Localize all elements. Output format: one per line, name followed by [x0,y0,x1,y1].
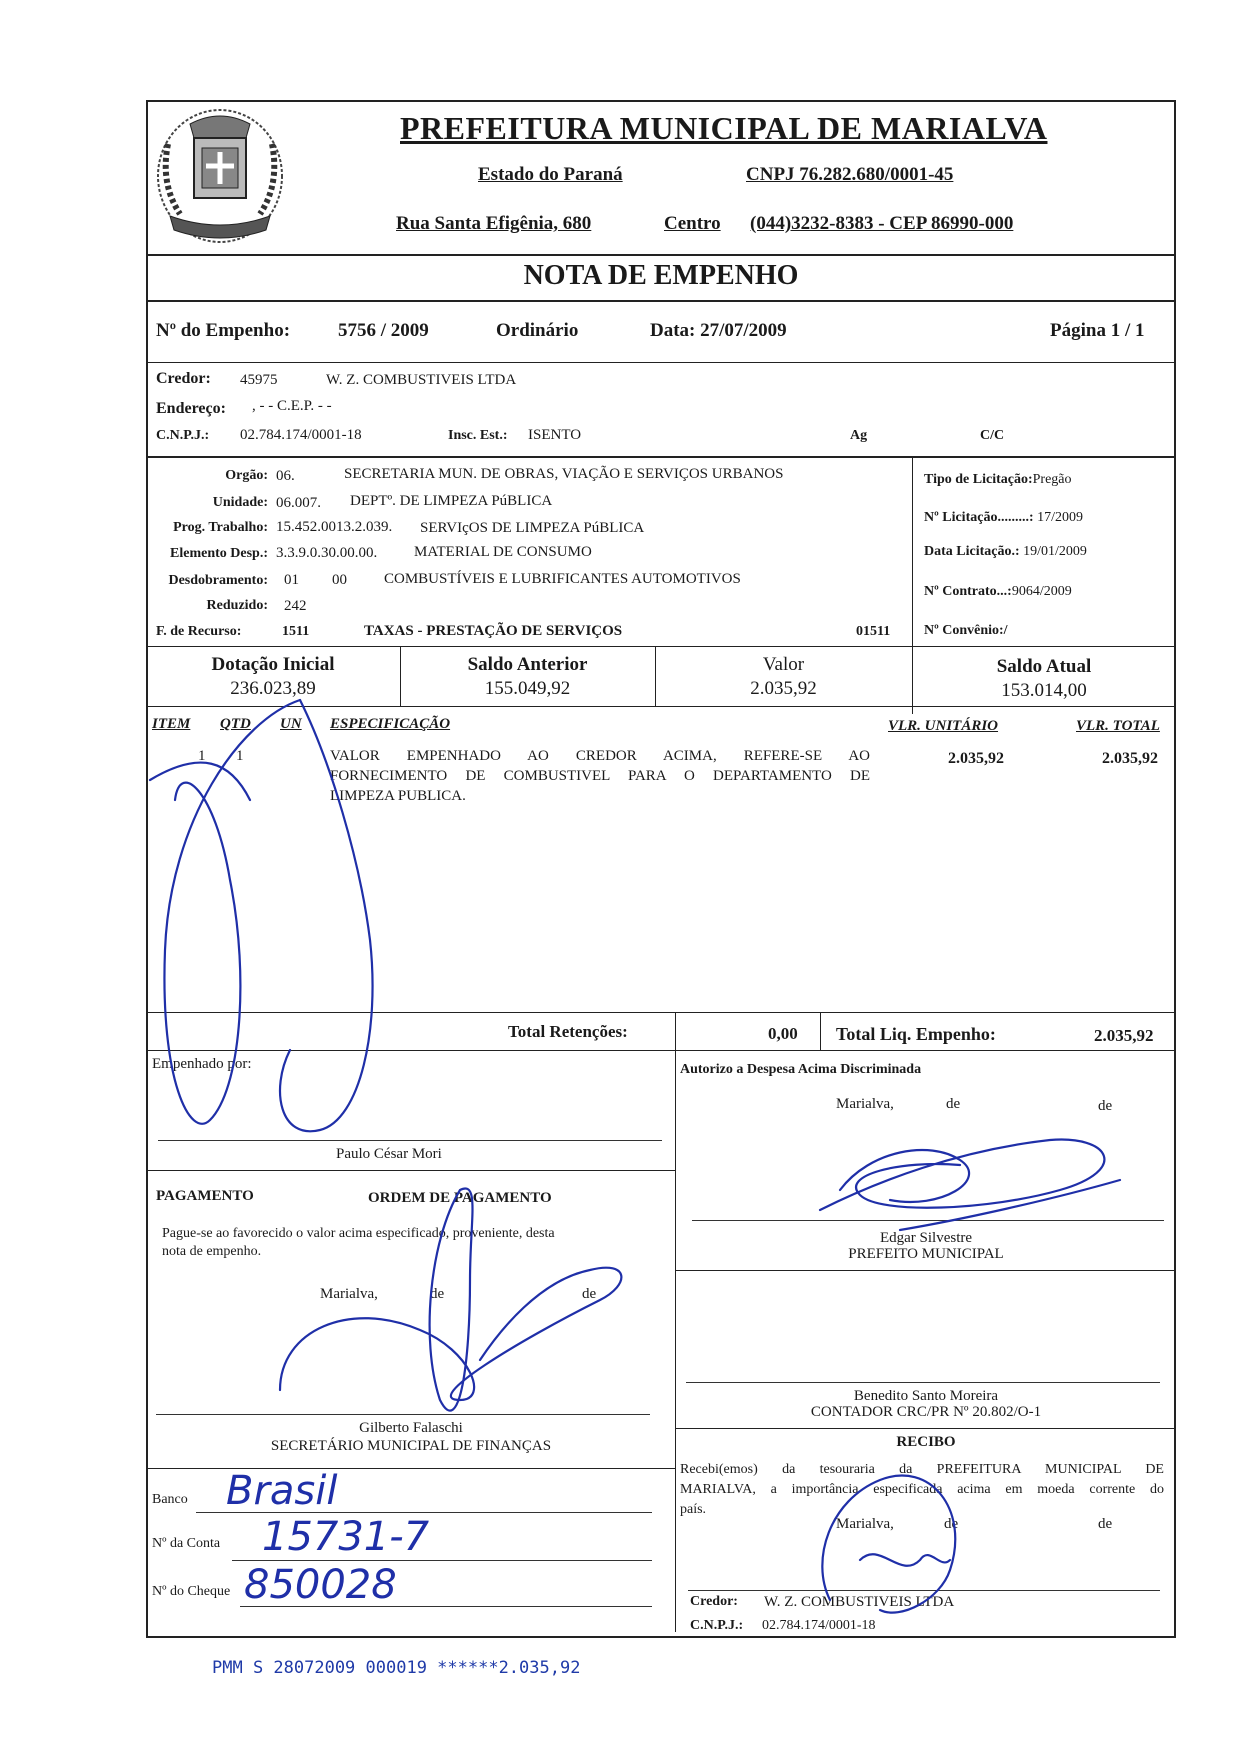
saldo-atual-value: 153.014,00 [1001,680,1087,701]
col-header-vlr-unitario: VLR. UNITÁRIO [888,718,999,734]
prefeito-role: PREFEITO MUNICIPAL [848,1246,1004,1262]
data-licitacao: Data Licitação.: 19/01/2009 [924,544,1087,559]
orgao-code: 06. [276,468,295,484]
empenho-date: Data: 27/07/2009 [650,320,787,341]
saldo-anterior-label: Saldo Anterior [467,654,588,675]
conta-label: Nº da Conta [152,1536,221,1551]
empenho-number: 5756 / 2009 [338,320,429,341]
programa-label: Prog. Trabalho: [173,520,268,535]
municipality-address: Rua Santa Efigênia, 680 [396,213,592,234]
insc-est-label: Insc. Est.: [448,428,508,443]
empenho-number-label: Nº do Empenho: [156,320,291,341]
item-total-value: 2.035,92 [1102,750,1158,767]
recibo-cnpj-label: C.N.P.J.: [690,1618,744,1633]
municipality-title: PREFEITURA MUNICIPAL DE MARIALVA [400,110,1048,146]
recibo-de: de [944,1516,959,1532]
desdobramento-a: 01 [284,572,299,588]
ordem-pagamento-label: ORDEM DE PAGAMENTO [368,1190,552,1206]
credor-signature [860,1554,950,1566]
document-title: NOTA DE EMPENHO [523,260,799,291]
banco-value: Brasil [226,1468,338,1514]
col-header-vlr-total: VLR. TOTAL [1076,718,1160,734]
recibo-text: país. [680,1502,707,1517]
item-description-line: LIMPEZA PUBLICA. [330,788,466,804]
numero-convenio: Nº Convênio:/ [924,623,1008,638]
col-header-qtd: QTD [220,716,251,732]
secretario-signature [280,1268,621,1400]
numero-contrato: Nº Contrato...:9064/2009 [924,584,1072,599]
elemento-code: 3.3.9.0.30.00.00. [276,545,378,561]
col-header-especificacao: ESPECIFICAÇÃO [330,716,451,732]
state-name: Estado do Paraná [478,164,623,185]
recibo-text: MARIALVA, a importância especificada acima em moeda corrente do [680,1482,1164,1497]
autorizo-de: de [946,1096,961,1112]
recibo-cnpj-value: 02.784.174/0001-18 [762,1618,876,1633]
agency-label: Ag [850,428,868,443]
credor-cnpj-label: C.N.P.J.: [156,428,210,443]
recibo-text: Recebi(emos) da tesouraria da PREFEITURA MUNICIPAL DE [680,1462,1164,1477]
page-number: Página 1 / 1 [1050,320,1145,341]
contador-role: CONTADOR CRC/PR Nº 20.802/O-1 [810,1404,1042,1420]
empenhado-por-name: Paulo César Mori [336,1146,442,1162]
retencoes-label: Total Retenções: [508,1022,628,1041]
address-value: , - - C.E.P. - - [252,398,332,414]
credor-label: Credor: [156,370,211,387]
cheque-label: Nº do Cheque [152,1584,231,1599]
recibo-de: de [1098,1516,1113,1532]
conta-value: 15731-7 [262,1514,430,1560]
recurso-code: 1511 [282,624,310,639]
credor-code: 45975 [240,372,278,388]
credor-name: W. Z. COMBUSTIVEIS LTDA [326,372,517,388]
dotacao-inicial-value: 236.023,89 [230,678,316,699]
prefeito-name: Edgar Silvestre [879,1230,973,1246]
recibo-label: RECIBO [896,1434,956,1450]
tipo-licitacao: Tipo de Licitação:Pregão [924,472,1072,487]
valor-value: 2.035,92 [750,678,817,699]
programa-name: SERVIçOS DE LIMPEZA PúBLICA [420,520,645,536]
pagamento-city: Marialva, [320,1286,378,1302]
item-description-line: VALOR EMPENHADO AO CREDOR ACIMA, REFERE-SE AO [330,748,870,764]
elemento-label: Elemento Desp.: [170,546,268,561]
orgao-label: Orgão: [225,468,268,483]
item-unit-value: 2.035,92 [948,750,1004,767]
municipality-district: Centro [664,213,721,234]
retencoes-value: 0,00 [768,1024,798,1043]
autorizo-de: de [1098,1098,1113,1114]
item-qtd: 1 [236,748,244,764]
contador-name: Benedito Santo Moreira [853,1388,999,1404]
recibo-city: Marialva, [836,1516,894,1532]
account-label: C/C [980,428,1005,443]
elemento-name: MATERIAL DE CONSUMO [414,544,592,560]
recurso-name: TAXAS - PRESTAÇÃO DE SERVIÇOS [364,623,623,639]
desdobramento-name: COMBUSTÍVEIS E LUBRIFICANTES AUTOMOTIVOS [384,571,741,587]
item-description-line: FORNECIMENTO DE COMBUSTIVEL PARA O DEPARTAMENTO DE [330,768,870,784]
reduzido-value: 242 [284,598,307,614]
recibo-credor-value: W. Z. COMBUSTIVEIS LTDA [764,1594,955,1610]
desdobramento-b: 00 [332,572,347,588]
valor-label: Valor [762,654,805,675]
municipality-phone-cep: (044)3232-8383 - CEP 86990-000 [750,213,1014,234]
reduzido-label: Reduzido: [206,598,268,613]
unidade-label: Unidade: [212,495,268,510]
total-liquido-value: 2.035,92 [1094,1026,1154,1045]
secretario-role: SECRETÁRIO MUNICIPAL DE FINANÇAS [270,1438,552,1454]
col-header-un: UN [280,716,302,732]
empenhado-signature [280,700,373,1131]
pagamento-text: nota de empenho. [162,1244,262,1259]
empenho-type: Ordinário [496,320,579,341]
secretario-name: Gilberto Falaschi [359,1420,463,1436]
saldo-atual-label: Saldo Atual [996,656,1092,677]
prefeito-signature [820,1140,1104,1210]
recurso-number: 01511 [856,624,891,639]
credor-signature [822,1476,955,1613]
recibo-credor-label: Credor: [690,1594,738,1609]
pagamento-de: de [430,1286,445,1302]
numero-licitacao: Nº Licitação.........: 17/2009 [924,510,1083,525]
address-label: Endereço: [156,400,226,417]
empenhado-por-label: Empenhado por: [152,1056,252,1072]
cheque-value: 850028 [244,1562,397,1608]
autorizo-label: Autorizo a Despesa Acima Discriminada [680,1062,922,1077]
col-header-item: ITEM [152,716,191,732]
autorizo-city: Marialva, [836,1096,894,1112]
prefeito-signature [900,1180,1120,1230]
pagamento-label: PAGAMENTO [156,1188,254,1204]
total-liquido-label: Total Liq. Empenho: [836,1024,996,1044]
saldo-anterior-value: 155.049,92 [484,678,571,699]
desdobramento-label: Desdobramento: [168,573,268,588]
programa-code: 15.452.0013.2.039. [276,519,393,535]
orgao-name: SECRETARIA MUN. DE OBRAS, VIAÇÃO E SERVIÇOS URBANOS [344,466,784,482]
insc-est-value: ISENTO [528,427,582,443]
recurso-label: F. de Recurso: [156,624,242,639]
pagamento-text: Pague-se ao favorecido o valor acima especificado, proveniente, desta [162,1226,555,1241]
unidade-name: DEPTº. DE LIMPEZA PúBLICA [350,493,553,509]
item-number: 1 [198,748,206,764]
banco-label: Banco [152,1492,188,1507]
dotacao-inicial-label: Dotação Inicial [211,654,335,675]
pagamento-de: de [582,1286,597,1302]
credor-cnpj: 02.784.174/0001-18 [240,427,362,443]
municipality-cnpj: CNPJ 76.282.680/0001-45 [746,164,954,185]
payment-stamp: PMM S 28072009 000019 ******2.035,92 [212,1658,581,1678]
unidade-code: 06.007. [276,495,321,511]
